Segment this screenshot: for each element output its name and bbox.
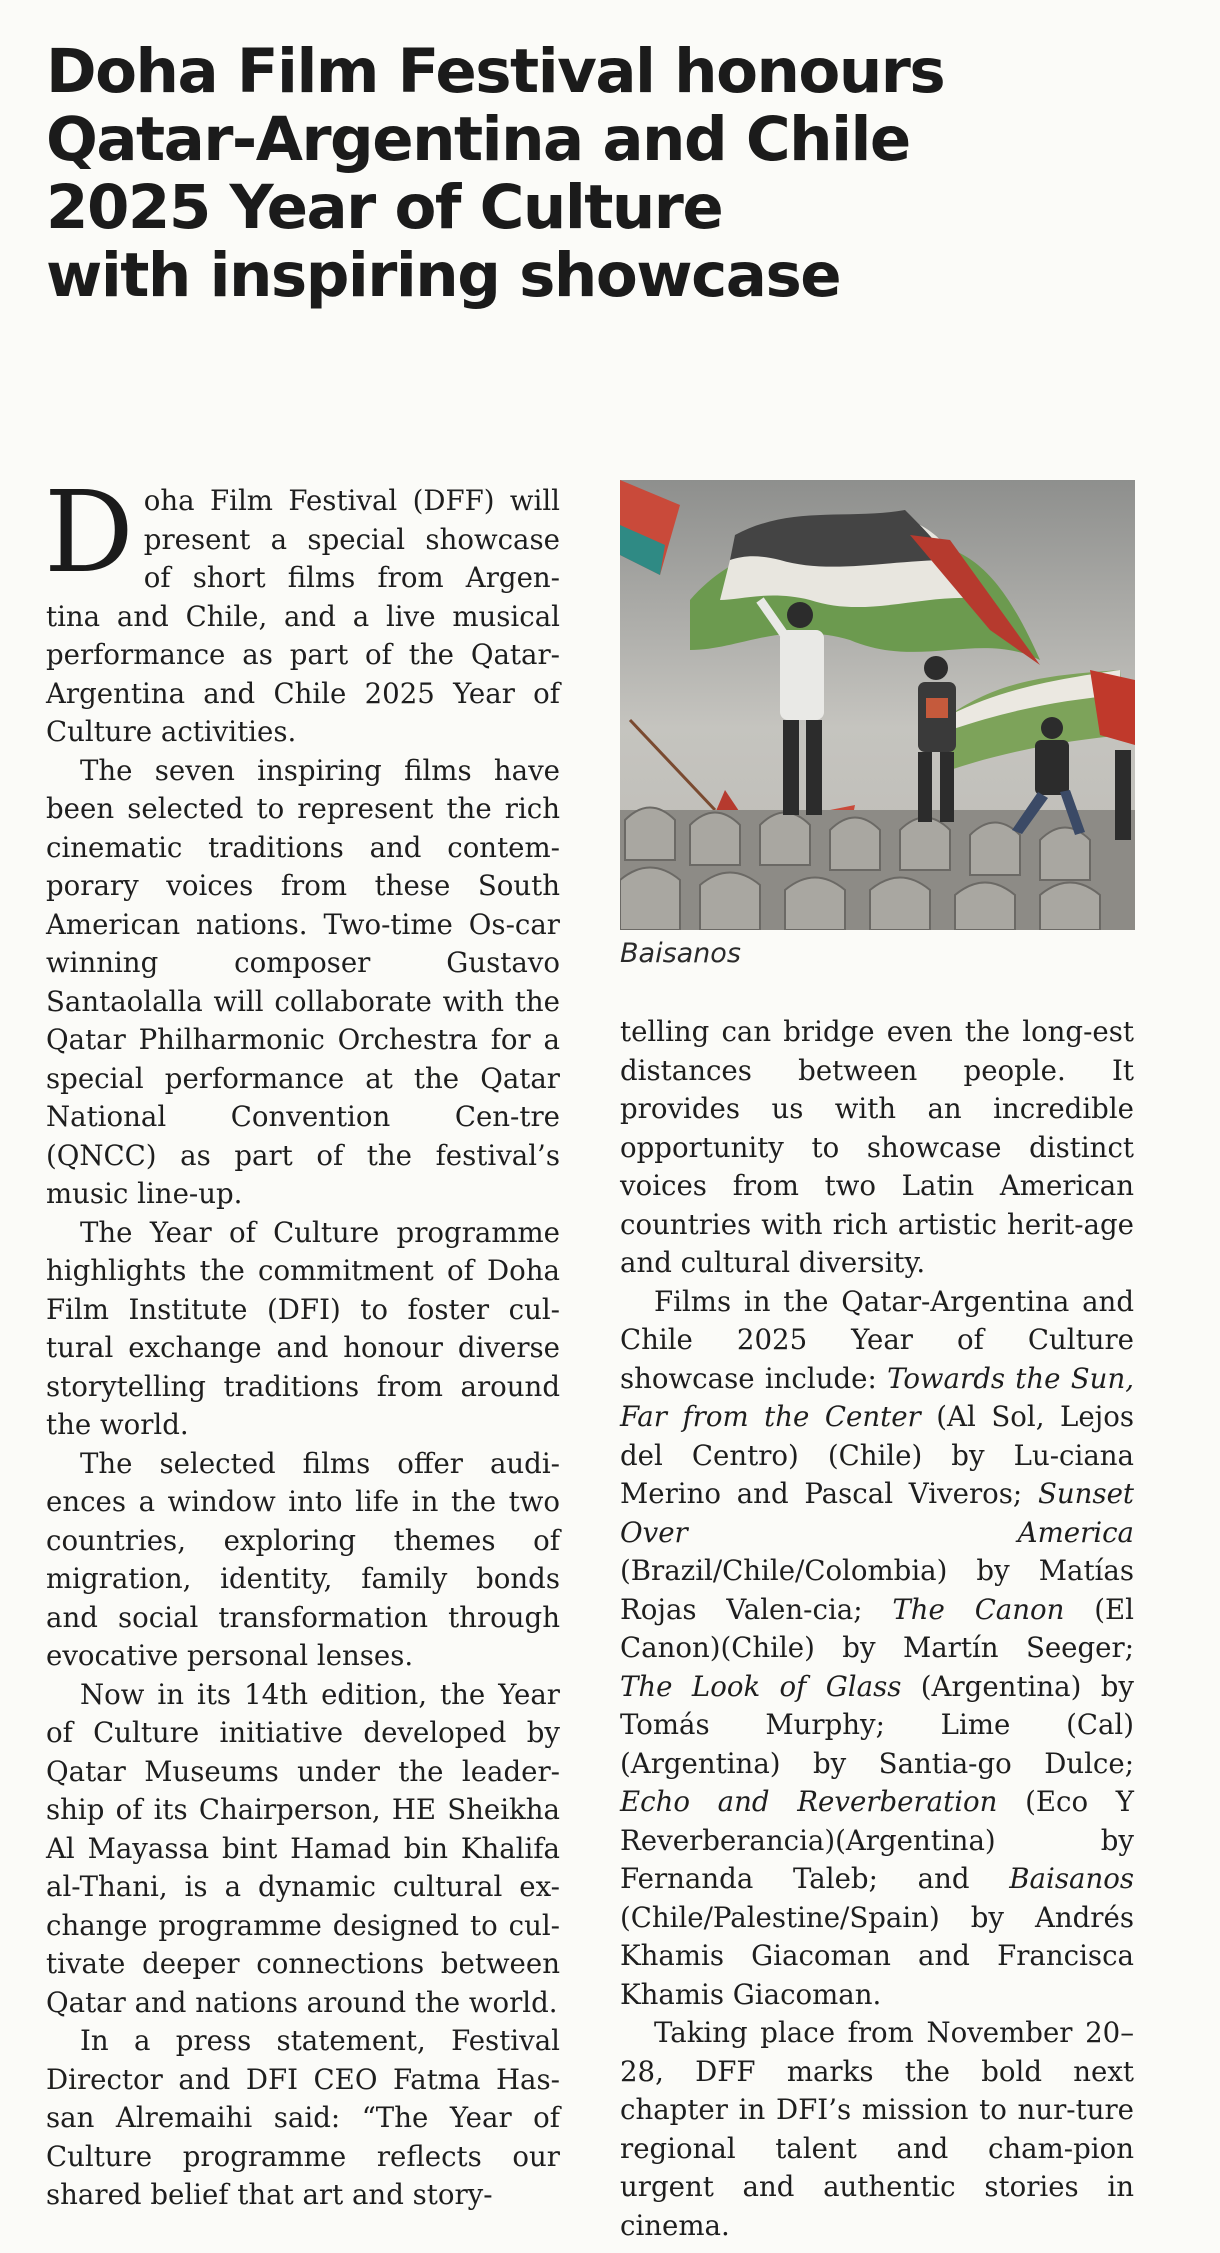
article-photo (620, 480, 1135, 930)
paragraph-4: The selected films offer audi-ences a window into life in the two countries, exploring themes of migration, identity, family bonds and social transformation through evocative personal lenses. (46, 1446, 560, 1672)
left-column (44, 468, 560, 2215)
headline-line: Qatar-Argentina and Chile (46, 104, 910, 175)
film-details: (Chile/Palestine/Spain) by Andrés Khamis Giacoman and Francisca Khamis Giacoman. (620, 1900, 1134, 2011)
film-details: (Argentina) by Tomás Murphy; Lime (Cal) (Argentina) by Santia-go Dulce; (620, 1669, 1134, 1780)
headline-line: Doha Film Festival honours (46, 36, 945, 107)
film-details: (Al Sol, Lejos del Centro) (Chile) by Lu-ciana Merino and Pascal Viveros; (620, 1400, 1134, 1510)
film-title: Towards the Sun, Far from the Center (620, 1361, 1134, 1433)
paragraph-9: Taking place from November 20–28, DFF marks the bold next chapter in DFI’s mission to nur-ture regional talent and cham-pion urgent and authentic stories in cinema. (620, 2016, 1134, 2242)
paragraph-7: telling can bridge even the long-est distances between people. It provides us with an incredible opportunity to showcase distinct voices from two Latin American countries with rich artistic herit-age and cultural diversity. (620, 1015, 1134, 1279)
paragraph-2: The seven inspiring films have been selected to represent the rich cinematic traditions and contem-porary voices from these South American nations. Two-time Os-car winning composer Gustavo Santaolalla will collaborate with the Qatar Philharmonic Orchestra for a special performance at the Qatar National Convention Cen-tre (QNCC) as part of the festival’s music line-up. (46, 753, 560, 1210)
film-details: (Eco Y Reverberancia)(Argentina) by Fernanda Taleb; and (620, 1785, 1135, 1895)
film-title: Baisanos (1009, 1862, 1134, 1895)
right-column (620, 1013, 1134, 2245)
film-details: (El Canon)(Chile) by Martín Seeger; (620, 1592, 1134, 1664)
films-intro: Films in the Qatar-Argentina and Chile 2025 Year of Culture showcase include: (620, 1284, 1134, 1395)
film-title: Echo and Reverberation (620, 1785, 998, 1818)
film-title: Sunset Over America (620, 1477, 1134, 1549)
paragraph-6: In a press statement, Festival Director and DFI CEO Fatma Has-san Alremaihi said: “The Year of Culture programme reflects our shared belief that art and story- (46, 2024, 560, 2211)
photo-caption: Baisanos (620, 938, 741, 969)
film-title: The Look of Glass (620, 1669, 902, 1703)
paragraph-8 (620, 1283, 1134, 2015)
film-title: The Canon (892, 1592, 1065, 1626)
paragraph-5: Now in its 14th edition, the Year of Culture initiative developed by Qatar Museums under the leader-ship of its Chairperson, HE Sheikha Al Mayassa bint Hamad bin Khalifa al-Thani, is a dynamic cultural ex-change programme designed to cul-tivate deeper connections between Qatar and nations around the world. (46, 1677, 560, 2019)
headline-line: with inspiring showcase (46, 240, 841, 311)
headline-line: 2025 Year of Culture (46, 172, 723, 243)
film-details: (Brazil/Chile/Colombia) by Matías Rojas Valen-cia; (620, 1554, 1134, 1626)
paragraph-1 (44, 468, 560, 752)
paragraph-3: The Year of Culture programme highlights the commitment of Doha Film Institute (DFI) to foster cul-tural exchange and honour diverse storytelling traditions from around the world. (46, 1215, 560, 1441)
headline (46, 38, 1186, 310)
paragraph-1-text: oha Film Festival (DFF) will present a special showcase of short films from Argen-tina and Chile, and a live musical performance as part of the Qatar-Argentina and Chile 2025 Year of Culture activities. (46, 484, 560, 748)
drop-cap: D (44, 468, 134, 598)
